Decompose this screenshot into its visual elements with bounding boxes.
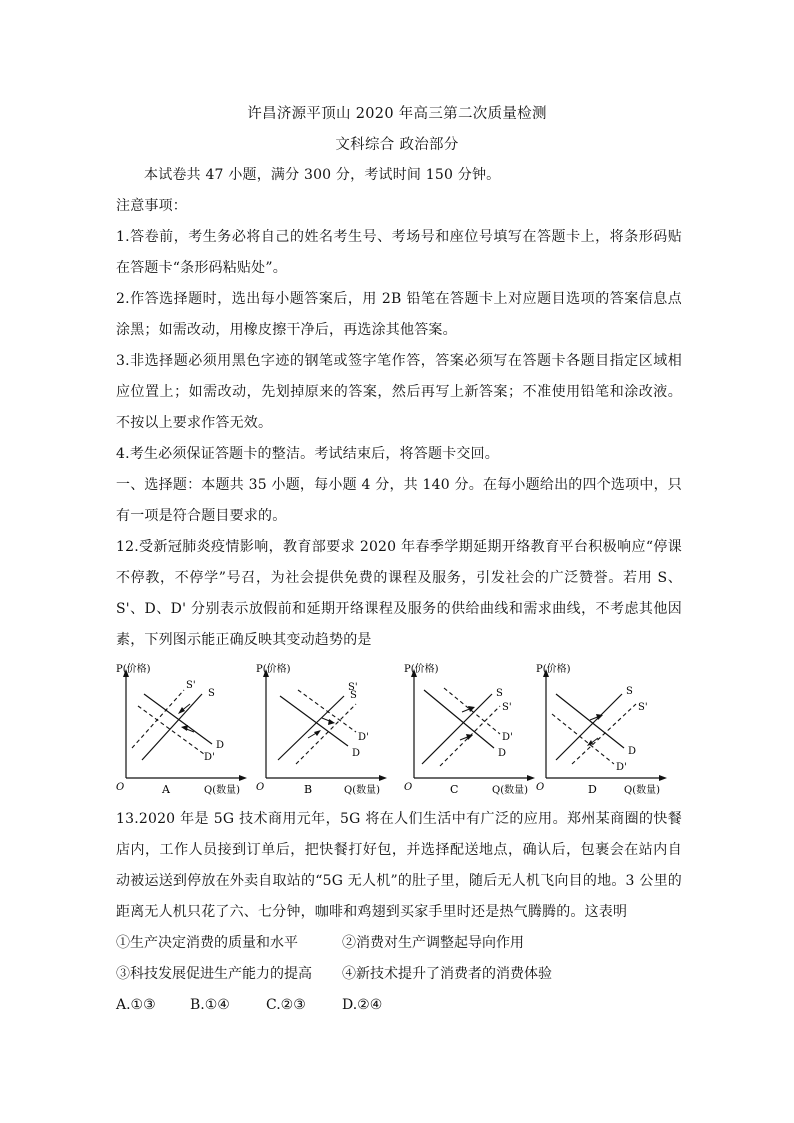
exam-intro: 本试卷共 47 小题，满分 300 分，考试时间 150 分钟。 — [144, 167, 501, 183]
graph-b-s-prime: S' — [348, 682, 358, 693]
graph-a-d-prime: D' — [204, 752, 215, 763]
graph-a-letter: A — [162, 783, 170, 796]
graph-c-d: D — [498, 748, 507, 759]
graph-d-s-prime: S' — [638, 702, 648, 713]
question-13-stem: 13.2020 年是 5G 技术商用元年，5G 将在人们生活中有广泛的应用。郑州某商圈的快餐店内，工作人员接到订单后，把快餐打好包，并选择配送地点，确认后，包裹会在站内自动被运送到停放在外卖自取站的“5G 无人机”的肚子里，随后无人机飞向目的地。3 公里的距离无人机只花了六、七分钟，咖啡和鸡翅到买家手里时还是热气腾腾的。这表明 — [116, 811, 682, 920]
graph-a-s: S — [208, 688, 215, 699]
statement-3: ③科技发展促进生产能力的提高 — [116, 966, 312, 982]
graph-d-x-label: Q(数量) — [624, 785, 661, 796]
graph-a-d: D — [216, 740, 225, 751]
graph-b-letter: B — [304, 783, 313, 796]
graph-option-a — [112, 660, 252, 800]
statement-2: ②消费对生产调整起导向作用 — [342, 935, 524, 951]
graph-c-y-label: P(价格) — [404, 664, 439, 675]
graph-a-x-label: Q(数量) — [204, 785, 241, 796]
choice-d: D.②④ — [342, 997, 383, 1013]
graph-b-d: D — [352, 748, 361, 759]
statement-4: ④新技术提升了消费者的消费体验 — [342, 966, 552, 982]
notice-item-3: 3.非选择题必须用黑色字迹的钢笔或签字笔作答，答案必须写在答题卡各题目指定区域相应位置上；如需改动，先划掉原来的答案，然后再写上新答案；不准使用铅笔和涂改液。不按以上要求作答无效。 — [116, 353, 682, 431]
notice-item-1: 1.答卷前，考生务必将自己的姓名考生号、考场号和座位号填写在答题卡上，将条形码贴在答题卡“条形码粘贴处”。 — [116, 229, 682, 276]
graph-d-letter: D — [588, 783, 597, 796]
graph-c-d-prime: D' — [502, 732, 513, 743]
graph-b-s: S — [350, 690, 357, 701]
graph-c-letter: C — [450, 783, 459, 796]
graph-d-y-label: P(价格) — [536, 664, 571, 675]
statement-1: ①生产决定消费的质量和水平 — [116, 935, 298, 951]
choice-a: A.①③ — [116, 997, 156, 1013]
graph-a-origin: O — [116, 782, 125, 793]
graph-option-b — [252, 660, 392, 800]
graph-a-y-label: P(价格) — [116, 664, 151, 675]
graph-b-origin: O — [256, 782, 265, 793]
graph-d-d: D — [628, 746, 637, 757]
graph-b-x-label: Q(数量) — [344, 785, 381, 796]
graph-option-c — [400, 660, 540, 800]
graph-c-s-prime: S' — [502, 702, 512, 713]
graph-d-origin: O — [536, 782, 545, 793]
exam-title: 许昌济源平顶山 2020 年高三第二次质量检测 — [247, 106, 547, 122]
graph-b-d-prime: D' — [358, 732, 369, 743]
question-12-stem: 12.受新冠肺炎疫情影响，教育部要求 2020 年春季学期延期开络教育平台积极响应“停课不停教，不停学”号召，为社会提供免费的课程及服务，引发社会的广泛赞誉。若用 S、S'、D、D' 分别表示放假前和延期开络课程及服务的供给曲线和需求曲线，不考虑其他因素，下列图示能正确反映其变动趋势的是 — [116, 539, 682, 648]
notice-heading: 注意事项： — [116, 198, 187, 214]
exam-subtitle: 文科综合 政治部分 — [335, 137, 459, 153]
graph-c-s: S — [496, 688, 503, 699]
choice-b: B.①④ — [190, 997, 230, 1013]
graph-option-d — [532, 660, 672, 800]
graph-a-s-prime: S' — [186, 680, 196, 691]
notice-item-4: 4.考生必须保证答题卡的整洁。考试结束后，将答题卡交回。 — [116, 446, 499, 462]
notice-item-2: 2.作答选择题时，选出每小题答案后，用 2B 铅笔在答题卡上对应题目选项的答案信息点涂黑；如需改动，用橡皮擦干净后，再选涂其他答案。 — [116, 291, 682, 338]
graph-c-x-label: Q(数量) — [492, 785, 529, 796]
graph-d-s: S — [626, 686, 633, 697]
section-heading: 一、选择题：本题共 35 小题，每小题 4 分，共 140 分。在每小题给出的四个选项中，只有一项是符合题目要求的。 — [116, 477, 682, 524]
question-12-graphs — [112, 660, 692, 800]
graph-d-d-prime: D' — [616, 762, 627, 773]
graph-c-origin: O — [404, 782, 413, 793]
choice-c: C.②③ — [266, 997, 306, 1013]
graph-b-y-label: P(价格) — [256, 664, 291, 675]
